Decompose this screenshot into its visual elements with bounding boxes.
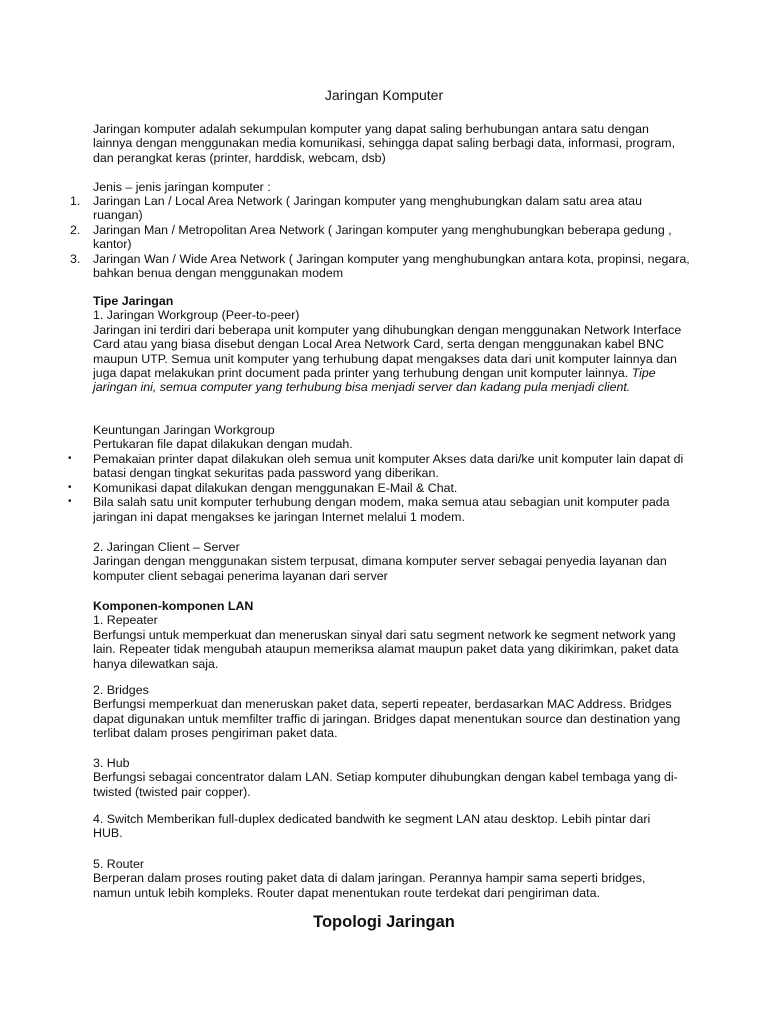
list-item	[68, 452, 690, 481]
list-item	[70, 194, 690, 223]
lan-section	[93, 599, 683, 671]
advantages-section	[93, 423, 683, 452]
tipe-section	[93, 294, 683, 395]
list-item	[68, 481, 690, 495]
list-item-text: Pemakaian printer dapat dilakukan oleh semua unit komputer Akses data dari/ke unit komputer lain dapat di batasi dengan tingkat sekuritas pada password yang diberikan.	[93, 452, 684, 481]
bridges-title: 2. Bridges	[93, 683, 149, 697]
bullet-icon: •	[68, 453, 72, 464]
page-title: Jaringan Komputer	[324, 87, 444, 103]
bridges-section	[93, 683, 683, 741]
list-item	[70, 252, 690, 281]
client-server-section	[93, 540, 683, 583]
topologi-title: Topologi Jaringan	[313, 913, 455, 931]
advantages-list	[68, 452, 690, 524]
advantages-title: Keuntungan Jaringan Workgroup	[93, 423, 275, 437]
list-number: 1.	[70, 194, 81, 208]
intro-text: Jaringan komputer adalah sekumpulan komputer yang dapat saling berhubungan antara satu dengan lainnya dengan menggunakan media komunikasi, sehingga dapat saling berbagi data, informasi, program, dan perangkat keras (printer, harddisk, webcam, dsb)	[93, 122, 676, 165]
section-heading: Komponen-komponen LAN	[93, 599, 254, 613]
bridges-description: Berfungsi memperkuat dan meneruskan paket data, seperti repeater, berdasarkan MAC Address. Bridges dapat digunakan untuk memfilter traffic di jaringan. Bridges dapat menentukan source dan destination yang terlibat dalam proses pengiriman paket data.	[93, 697, 681, 741]
repeater-description: Berfungsi untuk memperkuat dan meneruskan sinyal dari satu segment network ke segment network yang lain. Repeater tidak mengubah ataupun memeriksa alamat maupun paket data yang dikirimkan, paket data hanya dilewatkan saja.	[93, 627, 679, 671]
list-item-text: Komunikasi dapat dilakukan dengan menggunakan E-Mail & Chat.	[93, 480, 458, 495]
router-section	[93, 857, 683, 900]
list-item-text: Bila salah satu unit komputer terhubung dengan modem, maka semua atau sebagian unit komputer pada jaringan ini dapat mengakses ke jaringan Internet melalui 1 modem.	[93, 495, 670, 524]
switch-text: 4. Switch Memberikan full-duplex dedicated bandwith ke segment LAN atau desktop. Lebih pintar dari HUB.	[93, 812, 651, 841]
list-item	[68, 495, 690, 524]
workgroup-title: 1. Jaringan Workgroup (Peer-to-peer)	[93, 308, 300, 323]
network-types-list	[70, 194, 690, 280]
list-number: 3.	[70, 251, 81, 266]
workgroup-italic-note: Tipe jaringan ini, semua computer yang terhubung bisa menjadi server dan kadang pula menjadi client.	[93, 366, 656, 395]
types-heading: Jenis – jenis jaringan komputer :	[93, 180, 271, 194]
workgroup-desc-text: Jaringan ini terdiri dari beberapa unit komputer yang dihubungkan dengan menggunakan Network Interface Card atau yang biasa disebut dengan Local Area Network Card, serta dengan menggunakan kabel BNC maupun UTP. Semua unit komputer yang terhubung dapat mengakses data dari unit komputer lainnya dan juga dapat melakukan print document pada printer yang terhubung dengan unit komputer lainnya.	[93, 322, 682, 381]
router-description: Berperan dalam proses routing paket data di dalam jaringan. Perannya hampir sama seperti bridges, namun untuk lebih kompleks. Router dapat menentukan route terdekat dari pengiriman data.	[93, 871, 646, 900]
bullet-icon: •	[68, 481, 72, 493]
switch-section	[93, 812, 683, 841]
list-item-text: Jaringan Lan / Local Area Network ( Jaringan komputer yang menghubungkan dalam satu area atau ruangan)	[93, 194, 642, 223]
hub-title: 3. Hub	[93, 756, 130, 770]
list-item	[70, 223, 690, 252]
section-heading: Tipe Jaringan	[93, 294, 174, 308]
client-server-title: 2. Jaringan Client – Server	[93, 540, 240, 554]
workgroup-description	[93, 323, 683, 395]
bullet-icon: •	[68, 496, 72, 508]
list-number: 2.	[70, 222, 81, 237]
router-title: 5. Router	[93, 857, 144, 871]
hub-description: Berfungsi sebagai concentrator dalam LAN. Setiap komputer dihubungkan dengan kabel tembaga yang di-twisted (twisted pair copper).	[93, 770, 678, 799]
repeater-title: 1. Repeater	[93, 613, 158, 628]
client-server-description: Jaringan dengan menggunakan sistem terpusat, dimana komputer server sebagai penyedia layanan dan komputer client sebagai penerima layanan dari server	[93, 554, 667, 583]
list-item-text: Jaringan Wan / Wide Area Network ( Jaringan komputer yang menghubungkan antara kota, propinsi, negara, bahkan benua dengan menggunakan modem	[93, 251, 690, 281]
hub-section	[93, 756, 683, 799]
intro-paragraph	[93, 122, 683, 165]
list-item-text: Jaringan Man / Metropolitan Area Network ( Jaringan komputer yang menghubungkan beberapa gedung , kantor)	[93, 222, 672, 252]
advantages-first: Pertukaran file dapat dilakukan dengan mudah.	[93, 437, 353, 452]
